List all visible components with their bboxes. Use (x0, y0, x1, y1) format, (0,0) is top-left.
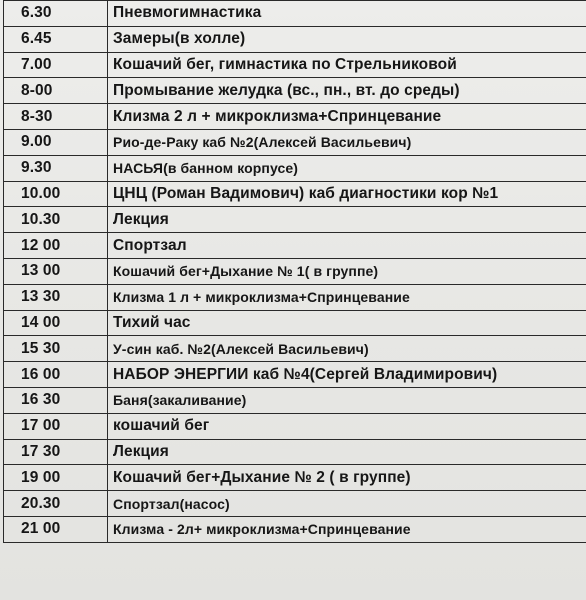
table-row (4, 104, 586, 130)
time-cell: 16 30 (4, 387, 108, 413)
table-row (4, 26, 586, 52)
activity-cell: ЦНЦ (Роман Вадимович) каб диагностики кор №1 (108, 181, 586, 207)
activity-cell: Клизма 2 л + микроклизма+Спринцевание (108, 104, 586, 130)
activity-cell: Промывание желудка (вс., пн., вт. до среды) (108, 78, 586, 104)
activity-cell: Рио-де-Раку каб №2(Алексей Васильевич) (108, 129, 586, 155)
time-cell: 8-00 (4, 78, 108, 104)
activity-cell: Лекция (108, 439, 586, 465)
table-row (4, 52, 586, 78)
activity-cell: Кошачий бег+Дыхание № 1( в группе) (108, 258, 586, 284)
activity-cell: Спортзал (108, 233, 586, 259)
time-cell: 6.30 (4, 1, 108, 27)
activity-cell: НАСЬЯ(в банном корпусе) (108, 155, 586, 181)
time-cell: 7.00 (4, 52, 108, 78)
activity-cell: Клизма - 2л+ микроклизма+Спринцевание (108, 516, 586, 542)
time-cell: 15 30 (4, 336, 108, 362)
activity-cell: Замеры(в холле) (108, 26, 586, 52)
time-cell: 9.30 (4, 155, 108, 181)
time-cell: 19 00 (4, 465, 108, 491)
time-cell: 12 00 (4, 233, 108, 259)
activity-cell: НАБОР ЭНЕРГИИ каб №4(Сергей Владимирович) (108, 362, 586, 388)
table-row (4, 233, 586, 259)
time-cell: 6.45 (4, 26, 108, 52)
time-cell: 14 00 (4, 310, 108, 336)
time-cell: 10.00 (4, 181, 108, 207)
table-row (4, 465, 586, 491)
time-cell: 13 00 (4, 258, 108, 284)
table-row (4, 516, 586, 542)
activity-cell: кошачий бег (108, 413, 586, 439)
activity-cell: Тихий час (108, 310, 586, 336)
activity-cell: Клизма 1 л + микроклизма+Спринцевание (108, 284, 586, 310)
activity-cell: У-син каб. №2(Алексей Васильевич) (108, 336, 586, 362)
time-cell: 16 00 (4, 362, 108, 388)
table-row (4, 181, 586, 207)
table-row (4, 362, 586, 388)
table-row (4, 310, 586, 336)
table-row (4, 439, 586, 465)
table-row (4, 78, 586, 104)
table-row (4, 207, 586, 233)
activity-cell: Баня(закаливание) (108, 387, 586, 413)
time-cell: 17 30 (4, 439, 108, 465)
time-cell: 13 30 (4, 284, 108, 310)
table-row (4, 129, 586, 155)
time-cell: 21 00 (4, 516, 108, 542)
time-cell: 20.30 (4, 491, 108, 517)
activity-cell: Спортзал(насос) (108, 491, 586, 517)
time-cell: 9.00 (4, 129, 108, 155)
time-cell: 10.30 (4, 207, 108, 233)
activity-cell: Кошачий бег, гимнастика по Стрельниковой (108, 52, 586, 78)
table-row (4, 284, 586, 310)
table-row (4, 491, 586, 517)
table-row (4, 1, 586, 27)
time-cell: 17 00 (4, 413, 108, 439)
table-row (4, 413, 586, 439)
schedule-table (3, 0, 586, 543)
table-row (4, 387, 586, 413)
table-row (4, 155, 586, 181)
activity-cell: Пневмогимнастика (108, 1, 586, 27)
table-row (4, 258, 586, 284)
activity-cell: Кошачий бег+Дыхание № 2 ( в группе) (108, 465, 586, 491)
time-cell: 8-30 (4, 104, 108, 130)
table-row (4, 336, 586, 362)
activity-cell: Лекция (108, 207, 586, 233)
